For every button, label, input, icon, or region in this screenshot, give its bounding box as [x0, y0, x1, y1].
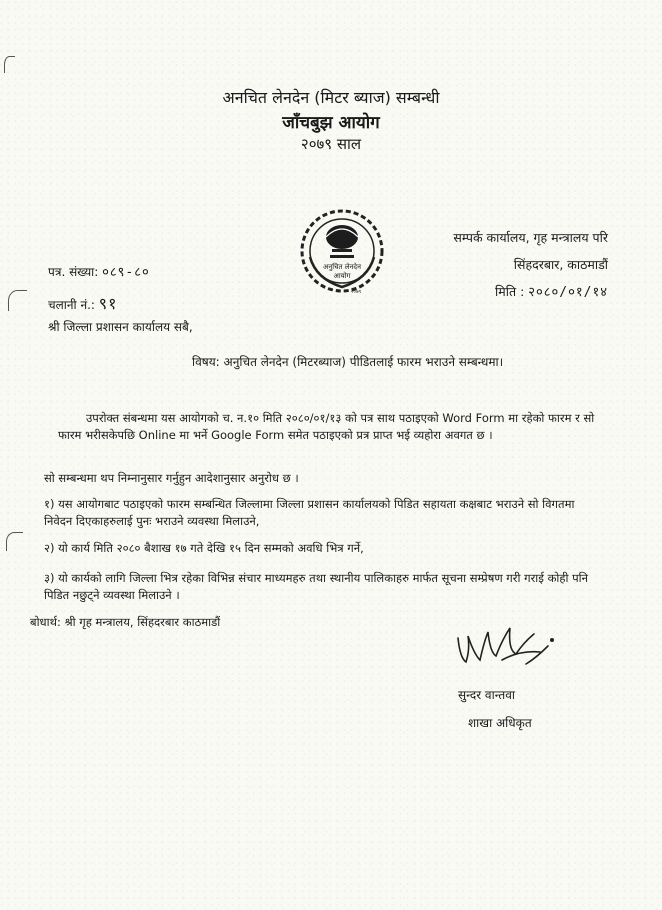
subject-line: विषय: अनुचित लेनदेन (मिटरब्याज) पीडितलाई फारम भराउने सम्बन्धमा।	[192, 355, 504, 369]
list-item-2: २) यो कार्य मिति २०८० बैशाख १७ गते देखि १५ दिन सम्मको अवधि भित्र गर्ने,	[44, 541, 364, 555]
date-value: २०८०/०१/१४	[528, 285, 608, 300]
seal-lower-text: आयोग	[333, 272, 351, 280]
seal-center-text: अनुचित लेनदेन	[323, 263, 361, 271]
margin-mark-lower	[6, 532, 23, 551]
commission-seal-logo	[296, 207, 388, 299]
header-title-line2: जाँचबुझ आयोग	[282, 113, 380, 133]
patra-sankhya	[48, 262, 150, 280]
header-year: २०७९ साल	[300, 135, 362, 153]
chalani-number	[48, 292, 117, 314]
contact-location: सिंहदरबार, काठमाडौं	[513, 257, 608, 272]
chalani-value: ९१	[98, 294, 118, 313]
patra-label: पत्र. संख्या:	[48, 265, 99, 279]
signatory-title: शाखा अधिकृत	[468, 716, 532, 730]
signatory-name: सुन्दर वान्तवा	[458, 688, 516, 702]
contact-date	[495, 282, 608, 300]
header-title-line1: अनचित लेनदेन (मिटर ब्याज) सम्बन्धी	[222, 88, 440, 107]
date-label: मिति :	[495, 284, 525, 299]
chalani-label: चलानी नं.:	[48, 298, 95, 312]
contact-office: सम्पर्क कार्यालय, गृह मन्त्रालय परि	[453, 230, 608, 245]
handwritten-signature	[444, 620, 564, 682]
margin-mark-middle	[8, 290, 27, 311]
bodartha-line: बोधार्थ: श्री गृह मन्त्रालय, सिंहदरबार काठमाडौं	[30, 615, 221, 629]
body-paragraph-1: उपरोक्त संबन्धमा यस आयोगको च. न.१० मिति २०८०/०१/१३ को पत्र साथ पठाइएको Word Form मा रहेको फारम र सो फारम भरीसकेपछि Online मा भर्ने Google Form समेत पठाइएको प्रत्र प्राप्त भई व्यहोरा अवगत छ ।	[58, 411, 595, 442]
body-paragraph-2: सो सम्बन्धमा थप निम्नानुसार गर्नुहुन आदेशानुसार अनुरोध छ ।	[44, 471, 299, 485]
list-item-1: १) यस आयोगबाट पठाइएको फारम सम्बन्धित जिल्लामा जिल्ला प्रशासन कार्यालयको पिडित सहायता कक्षबाट भराउने सो विगतमा निवेदन दिएकाहरुलाई पुनः भराउने व्यवस्था मिलाउने,	[44, 497, 575, 528]
recipient-line: श्री जिल्ला प्रशासन कार्यालय सबै,	[48, 320, 193, 334]
seal-year-text: २०७९	[350, 289, 362, 295]
margin-mark-top	[4, 56, 15, 73]
patra-value: ०८९-८०	[102, 265, 150, 280]
list-item-3: ३) यो कार्यको लागि जिल्ला भित्र रहेका विभिन्न संचार माध्यमहरु तथा स्थानीय पालिकाहरु मार्फत सूचना सम्प्रेषण गरी गराई कोही पनि पिडित नछुट्ने व्यवस्था मिलाउने ।	[44, 571, 589, 602]
